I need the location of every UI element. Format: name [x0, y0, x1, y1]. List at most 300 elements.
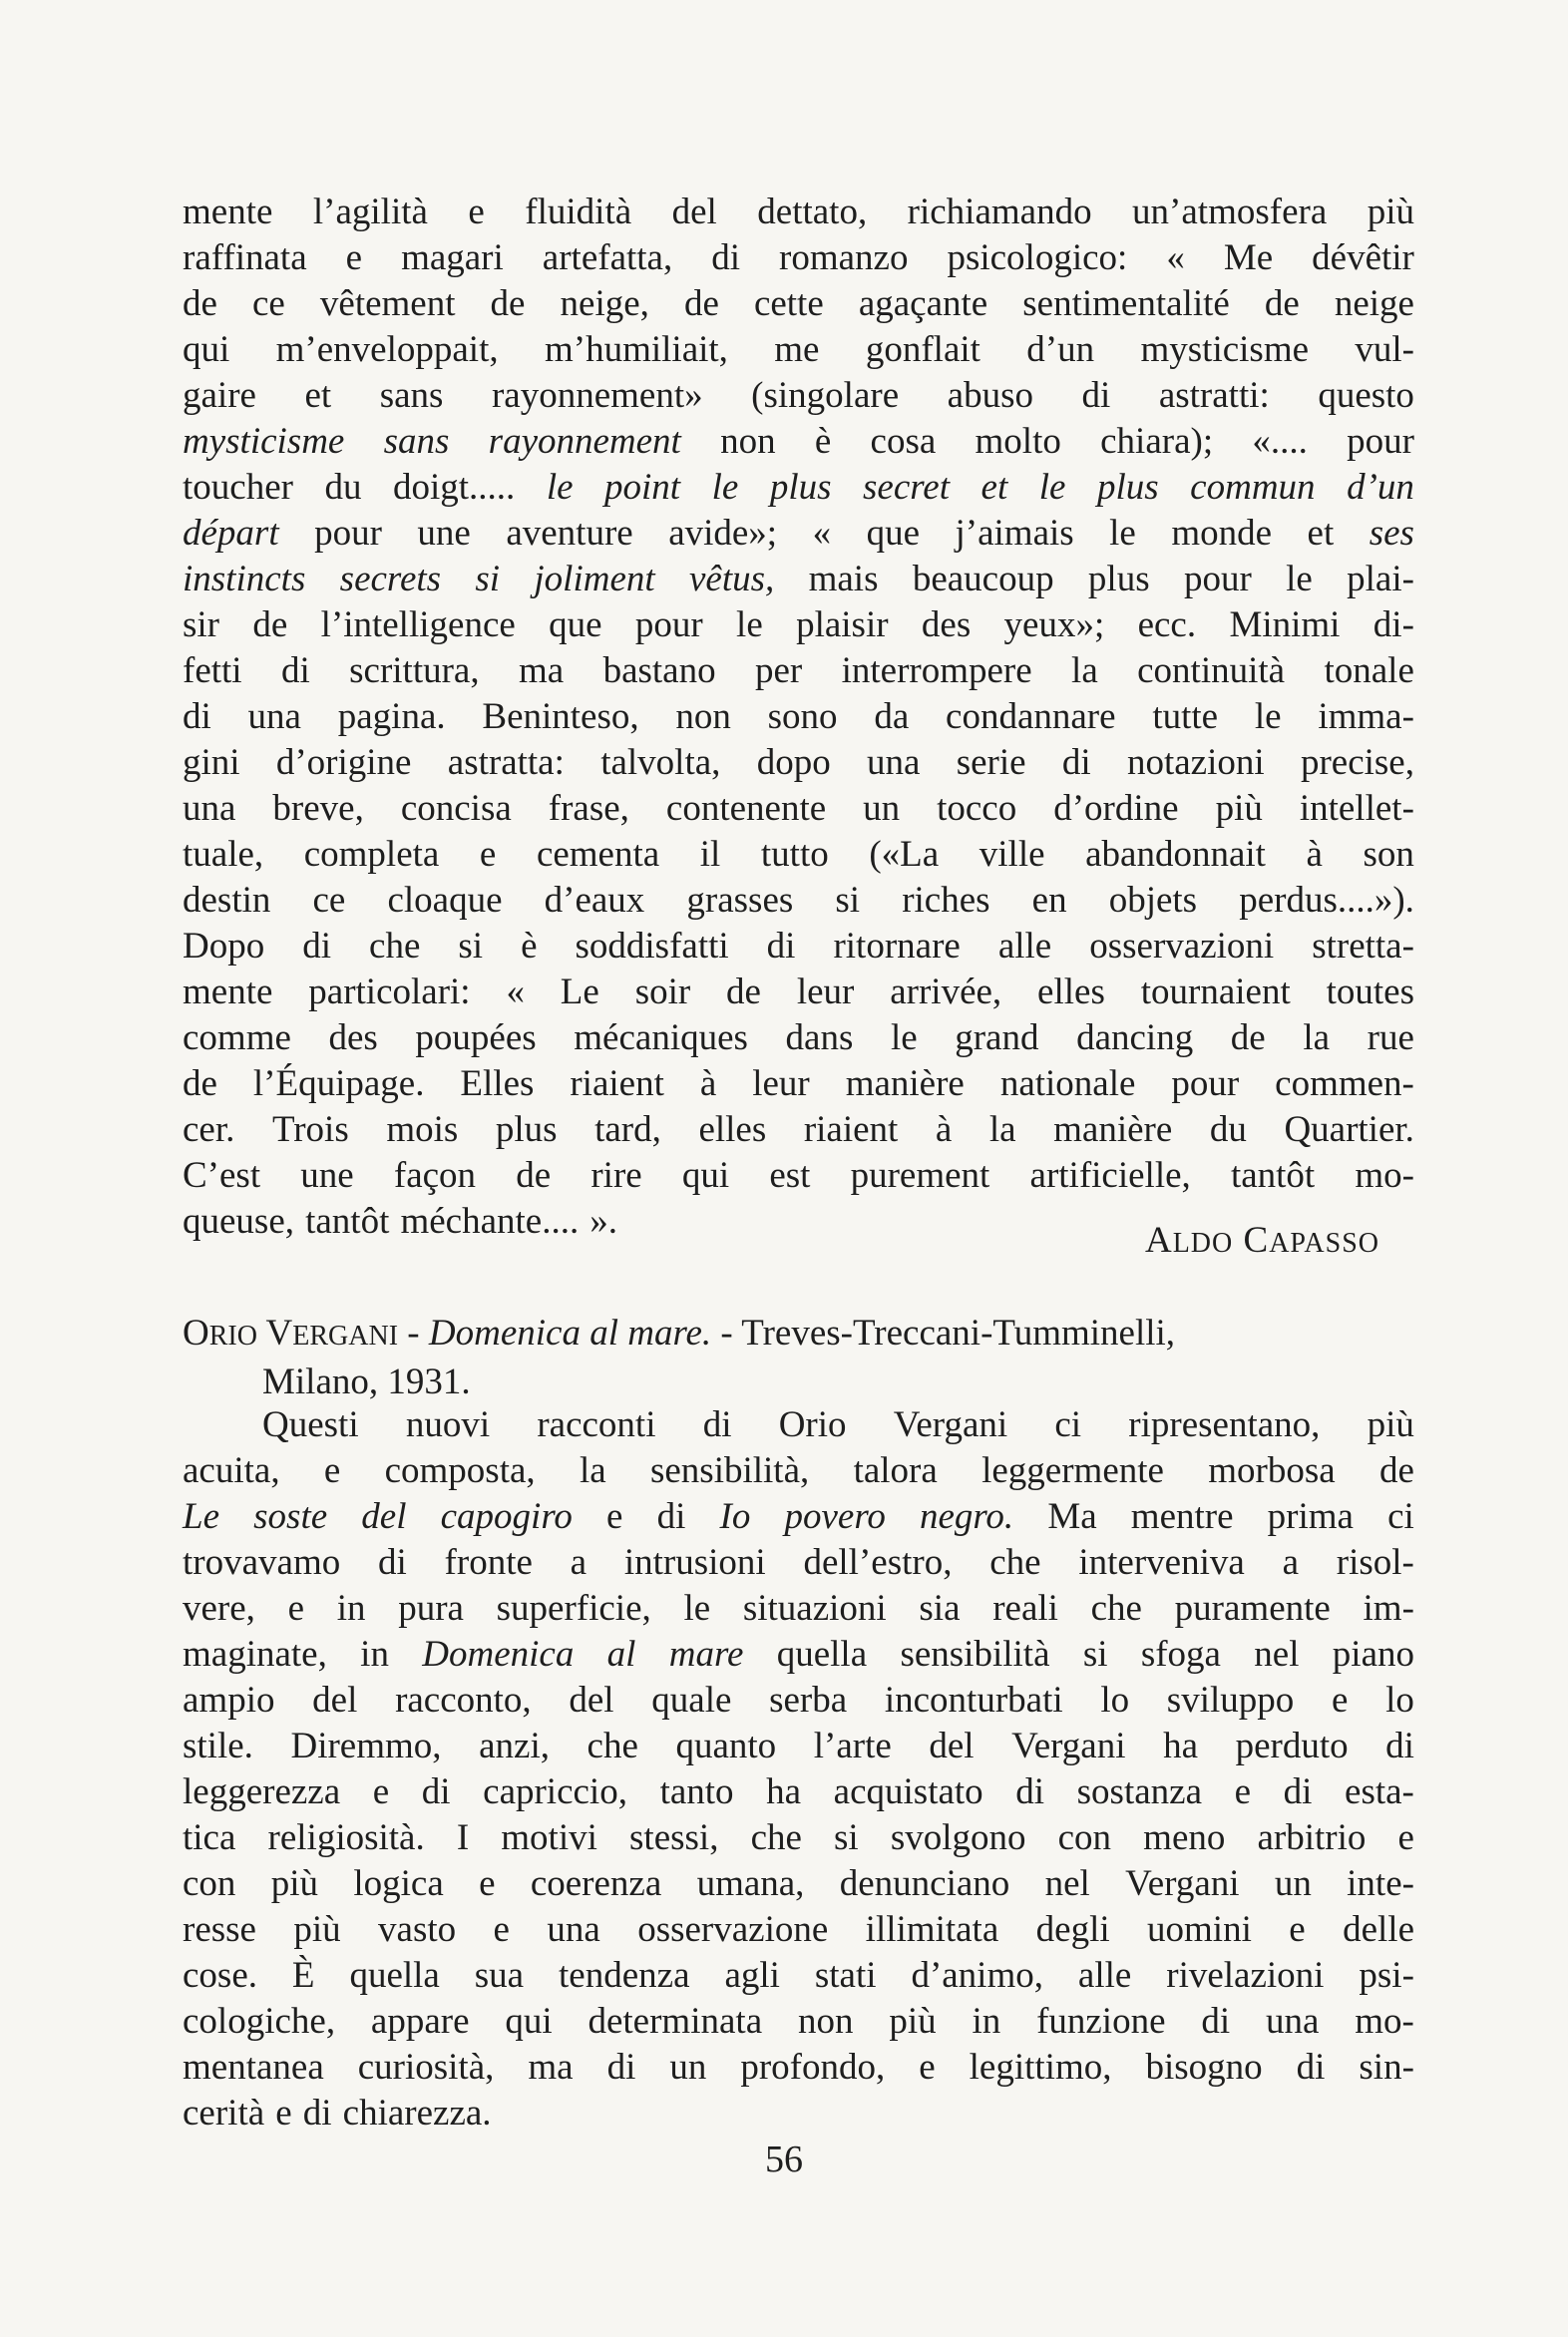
- word: mente: [183, 192, 273, 232]
- word: motivi: [501, 1817, 597, 1858]
- word: svolgono: [890, 1817, 1026, 1858]
- word: commun: [1190, 467, 1316, 508]
- text-line: [183, 511, 1414, 557]
- word: ci: [1387, 1496, 1414, 1537]
- word: fetti: [183, 650, 242, 691]
- text-line: [183, 1540, 1414, 1586]
- word: capriccio,: [483, 1771, 627, 1812]
- word: e: [1331, 1680, 1349, 1721]
- word: queuse,: [183, 1201, 294, 1242]
- word: gaire: [183, 375, 256, 416]
- word: logica: [353, 1863, 444, 1904]
- word: de: [490, 283, 526, 324]
- word: per: [754, 650, 803, 691]
- word: rire: [590, 1155, 642, 1196]
- word: di: [1015, 1771, 1045, 1812]
- word: du: [1209, 1109, 1247, 1150]
- small-caps-segment: ERGANI: [292, 1321, 399, 1352]
- word: si: [835, 880, 861, 921]
- word: une: [300, 1155, 354, 1196]
- word: alle: [997, 926, 1052, 967]
- word: rayonnement»: [491, 375, 703, 416]
- word: osservazioni: [1089, 926, 1275, 967]
- word: chiarezza.: [342, 2093, 492, 2134]
- word: soddisfatti: [575, 926, 729, 967]
- word: capogiro: [440, 1496, 573, 1537]
- word: più: [1367, 1404, 1414, 1445]
- word: di: [1296, 2047, 1326, 2088]
- word: prima: [1267, 1496, 1354, 1537]
- word: morbosa: [1208, 1450, 1336, 1491]
- word: risol-: [1336, 1542, 1414, 1583]
- word: perdus....»).: [1239, 880, 1414, 921]
- word: tonale: [1324, 650, 1414, 691]
- word: molto: [975, 421, 1061, 462]
- word: delle: [1343, 1909, 1414, 1950]
- word: et: [1307, 513, 1335, 554]
- text-line: [183, 878, 1414, 924]
- word: e: [606, 1496, 623, 1537]
- word: di: [280, 650, 310, 691]
- small-caps-segment: RIO: [208, 1321, 257, 1352]
- word: tanto: [659, 1771, 734, 1812]
- word: I: [456, 1817, 470, 1858]
- word: magari: [401, 237, 504, 278]
- word: agaçante: [858, 283, 988, 324]
- word: départ: [183, 513, 279, 554]
- word: pour: [1347, 421, 1414, 462]
- word: quanto: [675, 1726, 777, 1766]
- word: coerenza: [530, 1863, 662, 1904]
- word: «....: [1252, 421, 1308, 462]
- text-line: [183, 602, 1414, 648]
- word: la: [1071, 650, 1098, 691]
- word: quale: [651, 1680, 732, 1721]
- word: Ma: [1047, 1496, 1097, 1537]
- word: di: [1201, 2001, 1231, 2042]
- citation-segment: -: [398, 1313, 429, 1354]
- word: destin: [183, 880, 271, 921]
- word: Le: [560, 972, 599, 1012]
- word: pour: [1171, 1063, 1240, 1104]
- word: vul-: [1355, 329, 1414, 370]
- word: con: [1057, 1817, 1112, 1858]
- text-line: [183, 1861, 1414, 1907]
- citation-line: [183, 1311, 1414, 1360]
- word: del: [569, 1680, 614, 1721]
- word: di: [606, 2047, 636, 2088]
- word: (singolare: [751, 375, 900, 416]
- word: de: [183, 1063, 217, 1104]
- word: leggermente: [981, 1450, 1164, 1491]
- word: ce: [312, 880, 346, 921]
- word: vêtement: [319, 283, 456, 324]
- word: ha: [1163, 1726, 1199, 1766]
- word: dancing: [1076, 1017, 1194, 1058]
- word: più: [270, 1863, 319, 1904]
- word: mentanea: [183, 2047, 324, 2088]
- word: Minimi: [1229, 604, 1341, 645]
- word: une: [417, 513, 471, 554]
- word: ha: [766, 1771, 802, 1812]
- word: Trois: [271, 1109, 349, 1150]
- word: di: [302, 926, 332, 967]
- word: e: [468, 192, 485, 232]
- word: nuovi: [405, 1404, 491, 1445]
- word: avide»;: [668, 513, 778, 554]
- word: elles: [1037, 972, 1105, 1012]
- word: sviluppo: [1166, 1680, 1295, 1721]
- word: uomini: [1147, 1909, 1252, 1950]
- word: appare: [370, 2001, 470, 2042]
- word: neige: [1334, 283, 1414, 324]
- word: «: [506, 972, 525, 1012]
- word: Io: [719, 1496, 751, 1537]
- word: una: [547, 1909, 600, 1950]
- word: stati: [814, 1955, 877, 1996]
- text-line: [183, 1953, 1414, 1999]
- word: psicologico:: [947, 237, 1128, 278]
- word: rue: [1367, 1017, 1414, 1058]
- word: stessi,: [629, 1817, 719, 1858]
- word: legittimo,: [969, 2047, 1112, 2088]
- word: maginate,: [183, 1634, 327, 1675]
- word: le: [1109, 513, 1136, 554]
- word: d’un: [1026, 329, 1095, 370]
- word: si: [475, 559, 501, 599]
- word: curiosità,: [357, 2047, 495, 2088]
- word: plaisir: [796, 604, 889, 645]
- word: rivelazioni: [1166, 1955, 1325, 1996]
- word: anzi,: [479, 1726, 550, 1766]
- review-vergani-text: [183, 1402, 1414, 2137]
- word: completa: [303, 834, 440, 875]
- word: vere,: [183, 1588, 255, 1629]
- word: grasses: [686, 880, 794, 921]
- word: fluidità: [525, 192, 632, 232]
- word: de: [683, 283, 719, 324]
- text-line: [183, 1815, 1414, 1861]
- word: l’agilità: [312, 192, 428, 232]
- word: que: [549, 604, 602, 645]
- word: Orio: [778, 1404, 847, 1445]
- word: bisogno: [1145, 2047, 1263, 2088]
- text-line: [183, 1402, 1414, 1448]
- word: abuso: [947, 375, 1033, 416]
- word: funzione: [1036, 2001, 1166, 2042]
- text-line: [183, 832, 1414, 878]
- word: arbitrio: [1257, 1817, 1367, 1858]
- signature-initial-last: C: [1243, 1220, 1270, 1261]
- word: un: [1274, 1863, 1312, 1904]
- citation-segment: - Treves-Treccani-Tumminelli,: [711, 1313, 1176, 1354]
- citation-segment: Milano, 1931.: [262, 1362, 471, 1402]
- word: di: [702, 1404, 732, 1445]
- word: doigt.....: [392, 467, 516, 508]
- word: un’atmosfera: [1132, 192, 1328, 232]
- word: sin-: [1359, 2047, 1414, 2088]
- word: tocco: [937, 788, 1017, 829]
- word: un: [669, 2047, 707, 2088]
- text-line: [183, 419, 1414, 465]
- word: il: [699, 834, 721, 875]
- word: È: [291, 1955, 315, 1996]
- word: mais: [808, 559, 879, 599]
- word: et: [304, 375, 332, 416]
- word: à: [1306, 834, 1323, 875]
- word: cerità: [183, 2093, 265, 2134]
- word: toutes: [1326, 972, 1414, 1012]
- word: e: [1397, 1817, 1414, 1858]
- word: meno: [1143, 1817, 1226, 1858]
- word: non: [797, 2001, 854, 2042]
- word: mo-: [1355, 2001, 1414, 2042]
- word: Vergani: [1011, 1726, 1126, 1766]
- word: serba: [769, 1680, 848, 1721]
- word: perduto: [1235, 1726, 1349, 1766]
- word: non: [675, 696, 731, 737]
- word: Elles: [460, 1063, 535, 1104]
- word: agli: [724, 1955, 780, 1996]
- word: Questi: [262, 1404, 359, 1445]
- word: sir: [183, 604, 219, 645]
- word: Dopo: [183, 926, 265, 967]
- word: soste: [253, 1496, 328, 1537]
- word: che: [1090, 1588, 1142, 1629]
- word: cementa: [536, 834, 660, 875]
- word: di: [378, 1542, 407, 1583]
- word: determinata: [588, 2001, 763, 2042]
- word: joliment: [534, 559, 655, 599]
- text-line: [183, 786, 1414, 832]
- word: racconto,: [395, 1680, 532, 1721]
- word: l’arte: [813, 1726, 892, 1766]
- word: abandonnait: [1085, 834, 1266, 875]
- word: aventure: [506, 513, 633, 554]
- word: à: [699, 1063, 717, 1104]
- word: leur: [752, 1063, 810, 1104]
- word: point: [604, 467, 681, 508]
- word: non: [720, 421, 776, 462]
- word: serie: [956, 742, 1026, 783]
- word: cloaque: [387, 880, 503, 921]
- word: raffinata: [183, 237, 307, 278]
- word: sentimentalité: [1022, 283, 1230, 324]
- word: dell’estro,: [803, 1542, 953, 1583]
- word: qui: [183, 329, 230, 370]
- word: si: [834, 1817, 859, 1858]
- word: ripresentano,: [1128, 1404, 1321, 1445]
- word: che: [750, 1817, 802, 1858]
- word: talora: [853, 1450, 938, 1491]
- word: Diremmo,: [290, 1726, 442, 1766]
- word: in: [360, 1634, 389, 1675]
- word: cosa: [870, 421, 937, 462]
- text-line: [183, 924, 1414, 970]
- word: Domenica: [422, 1634, 575, 1675]
- word: di-: [1372, 604, 1414, 645]
- word: degli: [1035, 1909, 1110, 1950]
- word: de: [1230, 1017, 1266, 1058]
- signature-initial-first: A: [1144, 1220, 1173, 1261]
- word: la: [988, 1109, 1016, 1150]
- word: resse: [183, 1909, 256, 1950]
- word: tournaient: [1140, 972, 1291, 1012]
- word: pour: [314, 513, 382, 554]
- word: d’origine: [275, 742, 412, 783]
- word: superficie,: [496, 1588, 651, 1629]
- word: situazioni: [742, 1588, 887, 1629]
- signature-rest-first: LDO: [1172, 1228, 1234, 1259]
- word: arrivée,: [890, 972, 1002, 1012]
- citation-segment: Domenica al mare.: [428, 1313, 712, 1354]
- word: bastano: [602, 650, 716, 691]
- word: del: [312, 1680, 358, 1721]
- text-line: [183, 2045, 1414, 2091]
- word: mysticisme: [183, 421, 345, 462]
- word: façon: [393, 1155, 477, 1196]
- word: le: [890, 1017, 918, 1058]
- word: vasto: [378, 1909, 457, 1950]
- word: dettato,: [757, 192, 868, 232]
- word: du: [324, 467, 362, 508]
- word: toucher: [183, 467, 293, 508]
- word: stretta-: [1312, 926, 1414, 967]
- word: comme: [183, 1017, 291, 1058]
- page-number: 56: [765, 2139, 803, 2180]
- word: sostanza: [1076, 1771, 1203, 1812]
- word: m’humiliait,: [544, 329, 728, 370]
- word: cologiche,: [183, 2001, 336, 2042]
- citation-segment: V: [256, 1313, 293, 1354]
- word: le: [546, 467, 574, 508]
- word: alle: [1077, 1955, 1132, 1996]
- text-line: [183, 648, 1414, 694]
- word: negro.: [919, 1496, 1014, 1537]
- word: mécaniques: [574, 1017, 748, 1058]
- word: reali: [992, 1588, 1058, 1629]
- word: le: [736, 604, 763, 645]
- text-line: [183, 1107, 1414, 1153]
- word: una: [1265, 2001, 1320, 2042]
- text-line: [183, 1061, 1414, 1107]
- word: continuità: [1137, 650, 1286, 691]
- word: «: [812, 513, 832, 554]
- text-line: [183, 1632, 1414, 1678]
- word: est: [769, 1155, 811, 1196]
- word: intellet-: [1299, 788, 1414, 829]
- word: le: [1254, 696, 1282, 737]
- word: questo: [1318, 375, 1414, 416]
- word: lo: [1385, 1680, 1414, 1721]
- word: («La: [869, 834, 940, 875]
- word: e: [479, 834, 497, 875]
- word: pour: [634, 604, 703, 645]
- word: è: [814, 421, 832, 462]
- word: dévêtir: [1312, 237, 1414, 278]
- word: yeux»;: [1003, 604, 1105, 645]
- word: e: [493, 1909, 510, 1950]
- word: astratti:: [1158, 375, 1270, 416]
- text-line: [183, 1907, 1414, 1953]
- signature-rest-last: APASSO: [1269, 1228, 1379, 1259]
- word: di: [421, 1771, 451, 1812]
- word: gonflait: [865, 329, 980, 370]
- word: dans: [785, 1017, 854, 1058]
- word: una: [867, 742, 921, 783]
- word: monde: [1171, 513, 1273, 554]
- word: soir: [634, 972, 691, 1012]
- word: interveniva: [1078, 1542, 1245, 1583]
- word: che: [989, 1542, 1041, 1583]
- citation-line: [183, 1360, 1414, 1405]
- word: leur: [796, 972, 855, 1012]
- word: di: [766, 926, 796, 967]
- word: si: [1082, 1634, 1108, 1675]
- word: di: [1061, 742, 1091, 783]
- word: del: [361, 1496, 407, 1537]
- word: son: [1363, 834, 1414, 875]
- word: povero: [784, 1496, 886, 1537]
- word: de: [516, 1155, 552, 1196]
- word: Vergani: [1125, 1863, 1240, 1904]
- word: d’un: [1347, 467, 1414, 508]
- word: l’intelligence: [320, 604, 516, 645]
- word: d’ordine: [1053, 788, 1179, 829]
- word: tuale,: [183, 834, 264, 875]
- word: sfoga: [1140, 1634, 1221, 1675]
- word: richiamando: [907, 192, 1092, 232]
- word: a: [1282, 1542, 1299, 1583]
- word: plus: [1096, 467, 1159, 508]
- word: ritornare: [833, 926, 961, 967]
- word: lo: [1100, 1680, 1130, 1721]
- word: ampio: [183, 1680, 275, 1721]
- word: nel: [1254, 1634, 1300, 1675]
- word: purement: [850, 1155, 990, 1196]
- word: riches: [902, 880, 990, 921]
- word: j’aimais: [955, 513, 1074, 554]
- word: en: [1031, 880, 1067, 921]
- word: vêtus,: [688, 559, 775, 599]
- text-line: [183, 557, 1414, 602]
- word: tica: [183, 1817, 236, 1858]
- word: plus: [495, 1109, 558, 1150]
- word: mysticisme: [1140, 329, 1310, 370]
- word: nel: [1044, 1863, 1090, 1904]
- word: e: [275, 2093, 292, 2134]
- text-line: [183, 281, 1414, 327]
- word: sensibilità: [900, 1634, 1050, 1675]
- word: Me: [1223, 237, 1274, 278]
- text-line: [183, 190, 1414, 235]
- word: C’est: [183, 1155, 261, 1196]
- text-line: [183, 1724, 1414, 1769]
- word: e: [919, 2047, 936, 2088]
- word: «: [1166, 237, 1185, 278]
- word: poupées: [415, 1017, 537, 1058]
- word: nationale: [999, 1063, 1136, 1104]
- text-line: [183, 1494, 1414, 1540]
- word: que: [866, 513, 920, 554]
- word: tard,: [594, 1109, 661, 1150]
- text-line: [183, 1769, 1414, 1815]
- word: a: [570, 1542, 588, 1583]
- text-line: [183, 465, 1414, 511]
- word: objets: [1108, 880, 1198, 921]
- word: religiosità.: [267, 1817, 425, 1858]
- word: è: [521, 926, 538, 967]
